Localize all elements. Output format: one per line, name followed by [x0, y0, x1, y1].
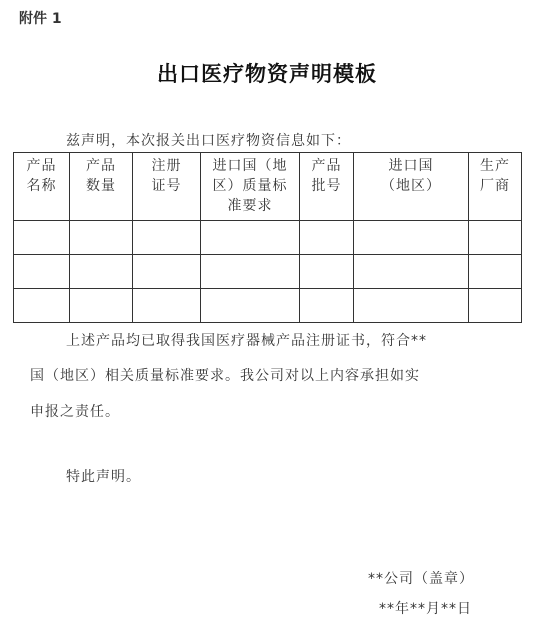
compliance-statement-line-3: 申报之责任。 [30, 404, 120, 420]
table-cell [133, 289, 201, 323]
header-line: 证号 [151, 178, 182, 194]
header-line: 注册 [151, 158, 182, 174]
header-product-name [14, 153, 70, 221]
header-batch-number [300, 153, 354, 221]
header-line: 进口国（地 [212, 158, 288, 174]
table-cell [14, 221, 70, 255]
table-cell [354, 221, 469, 255]
table-cell [354, 289, 469, 323]
attachment-label: 附件 1 [19, 11, 62, 27]
table-cell [300, 221, 354, 255]
table-header-row [14, 153, 522, 221]
company-seal-line: **公司（盖章） [368, 571, 474, 587]
table-cell [201, 255, 300, 289]
header-registration-number [133, 153, 201, 221]
table-cell [300, 289, 354, 323]
header-import-quality-standard [201, 153, 300, 221]
table-cell [133, 255, 201, 289]
header-line: （地区） [381, 178, 441, 194]
page-title: 出口医疗物资声明模板 [157, 62, 377, 86]
table-row [14, 255, 522, 289]
table-cell [201, 289, 300, 323]
table-row [14, 289, 522, 323]
header-line: 数量 [86, 178, 116, 194]
table-cell [14, 289, 70, 323]
header-line: 产品 [311, 158, 342, 174]
header-import-country [354, 153, 469, 221]
closing-statement: 特此声明。 [66, 469, 141, 485]
table-cell [133, 221, 201, 255]
table-cell [354, 255, 469, 289]
table-cell [70, 289, 133, 323]
header-line: 批号 [311, 178, 342, 194]
compliance-statement-line-2: 国（地区）相关质量标准要求。我公司对以上内容承担如实 [30, 368, 420, 384]
date-line: **年**月**日 [379, 601, 472, 617]
table-row [14, 221, 522, 255]
compliance-statement-line-1: 上述产品均已取得我国医疗器械产品注册证书，符合** [66, 333, 427, 349]
header-line: 名称 [26, 178, 57, 194]
header-line: 产品 [86, 158, 116, 174]
table-cell [14, 255, 70, 289]
table-cell [300, 255, 354, 289]
header-manufacturer [469, 153, 522, 221]
header-line: 产品 [26, 158, 57, 174]
declaration-table [13, 152, 522, 323]
table-cell [201, 221, 300, 255]
header-line: 生产 [480, 158, 510, 174]
intro-text: 兹声明，本次报关出口医疗物资信息如下： [66, 133, 351, 149]
header-line: 厂商 [480, 178, 510, 194]
header-line: 区）质量标 [212, 178, 288, 194]
header-line: 进口国 [388, 158, 434, 174]
table-cell [469, 255, 522, 289]
table-cell [469, 289, 522, 323]
table-cell [70, 221, 133, 255]
header-product-quantity [70, 153, 133, 221]
header-line: 准要求 [227, 198, 273, 214]
table-cell [70, 255, 133, 289]
table-cell [469, 221, 522, 255]
